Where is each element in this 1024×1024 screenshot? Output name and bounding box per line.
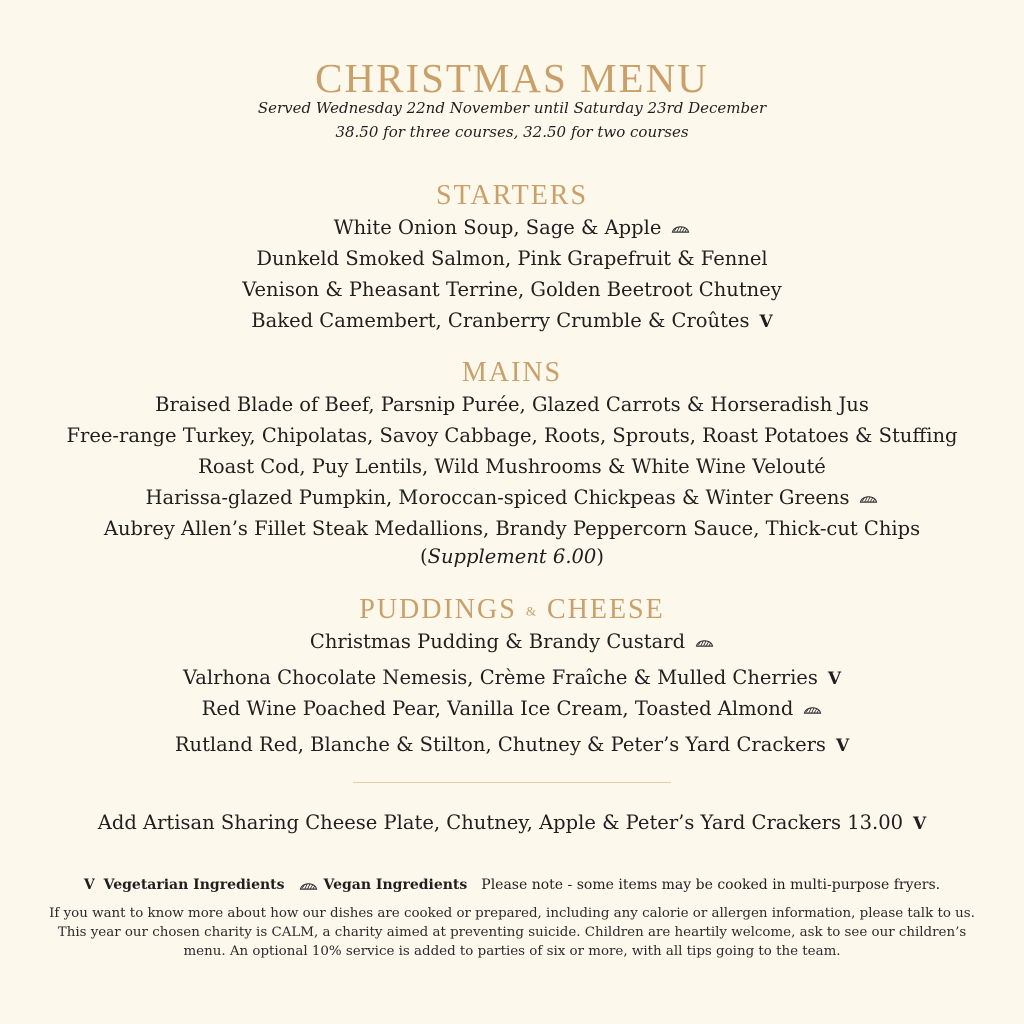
ampersand: &: [525, 603, 538, 619]
menu-item-name: Dunkeld Smoked Salmon, Pink Grapefruit & Fennel: [256, 247, 768, 270]
menu-item-name: Roast Cod, Puy Lentils, Wild Mushrooms & White Wine Velouté: [198, 455, 826, 478]
vegetarian-mark: V: [827, 669, 842, 689]
menu-item: [0, 454, 1024, 480]
course-prices: 38.50 for three courses, 32.50 for two courses: [335, 123, 689, 141]
menu-item-name: Aubrey Allen’s Fillet Steak Medallions, Brandy Peppercorn Sauce, Thick-cut Chips: [103, 517, 921, 540]
addon-text: Add Artisan Sharing Cheese Plate, Chutney, Apple & Peter’s Yard Crackers 13.00: [97, 811, 904, 834]
addon-item: [0, 810, 1024, 837]
menu-item-name: Christmas Pudding & Brandy Custard: [309, 630, 686, 653]
supplement-text: Supplement 6.00: [427, 545, 597, 568]
menu-item-name: Red Wine Poached Pear, Vanilla Ice Cream, Toasted Almond: [201, 697, 794, 720]
dietary-legend: [0, 875, 1024, 895]
menu-item: [0, 308, 1024, 335]
mains-heading: MAINS: [461, 357, 563, 388]
menu-item: [0, 732, 1024, 759]
vegan-leaf-icon: [695, 638, 714, 647]
served-dates: Served Wednesday 22nd November until Saturday 23rd December: [257, 99, 767, 117]
menu-item-name: Free-range Turkey, Chipolatas, Savoy Cabbage, Roots, Sprouts, Roast Potatoes & Stuffing: [66, 424, 958, 447]
puddings-heading: PUDDINGS & CHEESE: [359, 594, 665, 625]
menu-item-name: White Onion Soup, Sage & Apple: [333, 216, 662, 239]
vegan-leaf-icon: [671, 224, 690, 233]
vegetarian-label: Vegetarian Ingredients: [103, 877, 285, 893]
allergen-charity-footnote: If you want to know more about how our dishes are cooked or prepared, including any calorie or allergen information, please talk to us. This year our chosen charity is CALM, a charity aimed at preventing suicide. Children are heartily welcome, ask to see our children’s menu. An optional 10% service is added to parties of six or more, with all tips going to the team.: [49, 906, 975, 959]
vegan-leaf-icon: [299, 881, 318, 890]
menu-item: [0, 665, 1024, 692]
vegan-label: Vegan Ingredients: [323, 877, 468, 893]
menu-item: [0, 629, 1024, 655]
menu-item-name: Venison & Pheasant Terrine, Golden Beetroot Chutney: [242, 278, 782, 301]
menu-item-name: Rutland Red, Blanche & Stilton, Chutney & Peter’s Yard Crackers: [174, 733, 826, 756]
menu-item-name: Braised Blade of Beef, Parsnip Purée, Glazed Carrots & Horseradish Jus: [155, 393, 869, 416]
menu-item: [0, 246, 1024, 272]
menu-item: [0, 423, 1024, 449]
section-divider: [353, 782, 671, 783]
menu-item: [0, 485, 1024, 511]
vegan-leaf-icon: [859, 494, 878, 503]
menu-item-name: Valrhona Chocolate Nemesis, Crème Fraîche & Mulled Cherries: [182, 666, 818, 689]
vegetarian-symbol: V: [83, 877, 95, 893]
menu-item: [0, 696, 1024, 722]
starters-heading: STARTERS: [435, 180, 589, 211]
vegetarian-mark: V: [913, 814, 927, 834]
menu-item-name: Baked Camembert, Cranberry Crumble & Croûtes: [251, 309, 750, 332]
vegetarian-mark: V: [835, 736, 850, 756]
menu-item: [0, 516, 1024, 542]
menu-title: CHRISTMAS MENU: [315, 55, 709, 101]
vegan-leaf-icon: [803, 705, 822, 714]
menu-item: [0, 392, 1024, 418]
vegetarian-mark: V: [759, 312, 773, 332]
fryer-note: Please note - some items may be cooked in multi-purpose fryers.: [481, 877, 941, 893]
menu-item-name: Harissa-glazed Pumpkin, Moroccan-spiced Chickpeas & Winter Greens: [145, 486, 850, 509]
menu-item: [0, 277, 1024, 303]
menu-item: [0, 215, 1024, 241]
supplement-note: (Supplement 6.00): [420, 545, 604, 568]
